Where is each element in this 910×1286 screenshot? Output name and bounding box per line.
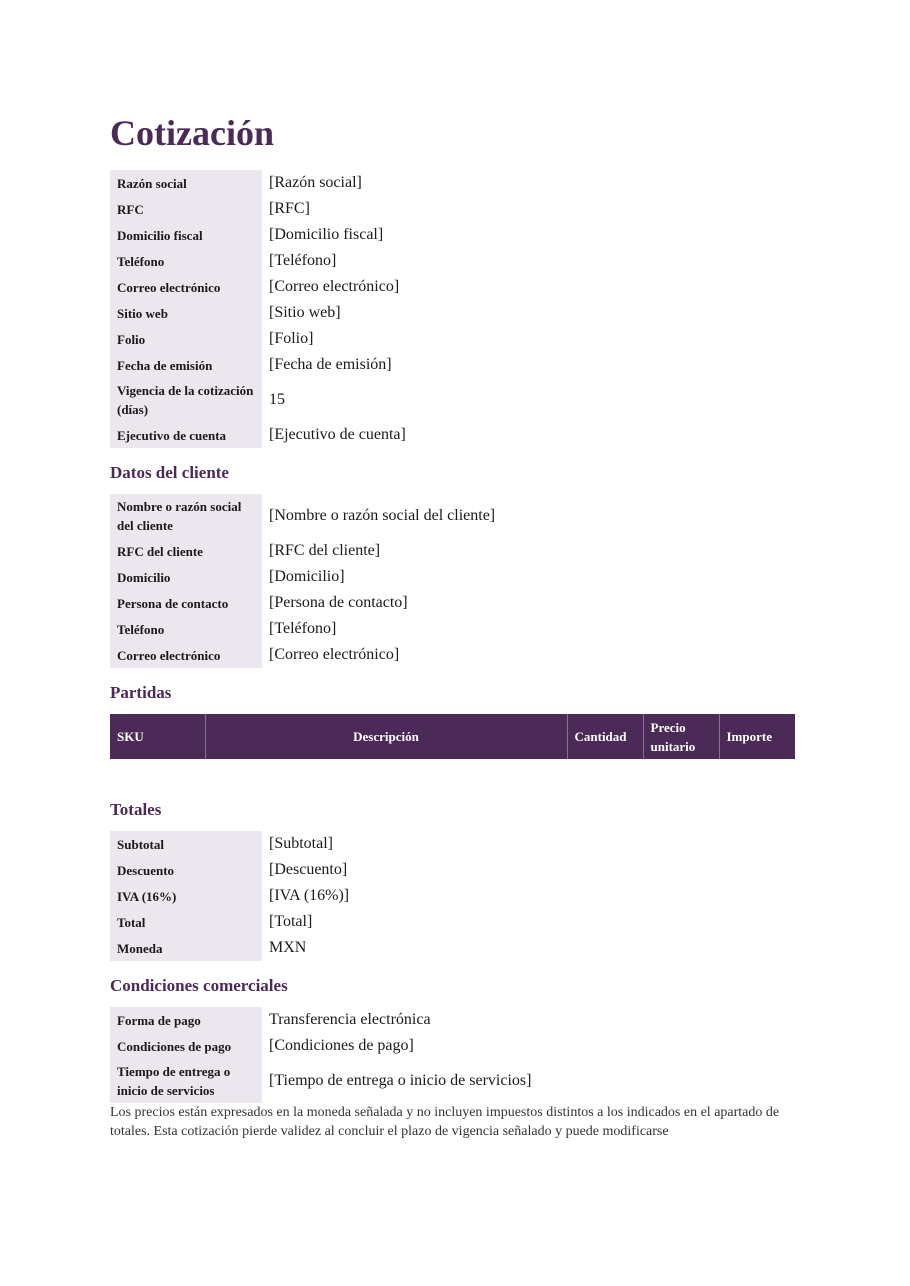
field-label: Persona de contacto <box>110 590 262 616</box>
totals-row-descuento <box>110 857 349 883</box>
issuer-row-folio <box>110 326 406 352</box>
field-value: [Persona de contacto] <box>269 594 408 611</box>
field-label: Folio <box>110 326 262 352</box>
client-row-rfc <box>110 538 495 564</box>
field-value: [Domicilio fiscal] <box>269 226 384 243</box>
field-label: Nombre o razón social del cliente <box>110 494 262 538</box>
client-row-domicilio <box>110 564 495 590</box>
totals-table <box>110 831 349 961</box>
field-label: Condiciones de pago <box>110 1033 262 1059</box>
field-label: Fecha de emisión <box>110 352 262 378</box>
field-value: [Razón social] <box>269 174 362 191</box>
field-label: RFC <box>110 196 262 222</box>
field-value: [Total] <box>269 913 313 930</box>
issuer-row-fecha-emision <box>110 352 406 378</box>
section-heading-items: Partidas <box>110 683 172 702</box>
field-value: [Teléfono] <box>269 620 337 637</box>
issuer-row-correo <box>110 274 406 300</box>
quote-document <box>110 110 795 1141</box>
totals-row-subtotal <box>110 831 349 857</box>
conditions-note: Los precios están expresados en la moneda señalada y no incluyen impuestos distintos a los indicados en el apartado de totales. Esta cotización pierde validez al concluir el plazo de vigencia señalado y puede modificarse <box>110 1105 780 1139</box>
field-value: [Nombre o razón social del cliente] <box>269 507 496 524</box>
issuer-row-telefono <box>110 248 406 274</box>
column-header-quantity: Cantidad <box>567 714 643 759</box>
conditions-row-condiciones-pago <box>110 1033 531 1059</box>
field-value: [Correo electrónico] <box>269 278 400 295</box>
items-header-row <box>110 714 795 759</box>
issuer-table <box>110 170 406 448</box>
field-label: Subtotal <box>110 831 262 857</box>
field-label: Moneda <box>110 935 262 961</box>
field-value: 15 <box>269 391 285 408</box>
field-value: [Condiciones de pago] <box>269 1037 414 1054</box>
field-value: [Ejecutivo de cuenta] <box>269 426 406 443</box>
client-row-nombre <box>110 494 495 538</box>
column-header-sku: SKU <box>110 714 205 759</box>
section-heading-client: Datos del cliente <box>110 463 229 482</box>
field-label: Sitio web <box>110 300 262 326</box>
field-value: [IVA (16%)] <box>269 887 350 904</box>
field-label: Teléfono <box>110 248 262 274</box>
section-heading-conditions: Condiciones comerciales <box>110 976 288 995</box>
field-value: [Correo electrónico] <box>269 646 400 663</box>
field-label: RFC del cliente <box>110 538 262 564</box>
field-value: [RFC del cliente] <box>269 542 381 559</box>
conditions-table <box>110 1007 531 1103</box>
issuer-row-razon-social <box>110 170 406 196</box>
totals-row-moneda <box>110 935 349 961</box>
field-label: IVA (16%) <box>110 883 262 909</box>
field-value: [RFC] <box>269 200 310 217</box>
field-value: [Subtotal] <box>269 835 333 852</box>
field-value: [Domicilio] <box>269 568 345 585</box>
client-table <box>110 494 495 668</box>
field-label: Correo electrónico <box>110 642 262 668</box>
page-title: Cotización <box>110 113 274 153</box>
items-table <box>110 714 795 759</box>
field-label: Vigencia de la cotización (días) <box>110 378 262 422</box>
field-label: Teléfono <box>110 616 262 642</box>
issuer-row-domicilio-fiscal <box>110 222 406 248</box>
column-header-description: Descripción <box>205 714 567 759</box>
field-label: Total <box>110 909 262 935</box>
field-label: Domicilio <box>110 564 262 590</box>
field-value: [Teléfono] <box>269 252 337 269</box>
section-heading-totals: Totales <box>110 800 162 819</box>
field-value: Transferencia electrónica <box>269 1011 431 1028</box>
field-value: [Fecha de emisión] <box>269 356 392 373</box>
issuer-row-rfc <box>110 196 406 222</box>
field-value: MXN <box>269 939 307 956</box>
field-value: [Descuento] <box>269 861 348 878</box>
conditions-row-forma-pago <box>110 1007 531 1033</box>
client-row-contacto <box>110 590 495 616</box>
issuer-row-sitio-web <box>110 300 406 326</box>
field-label: Razón social <box>110 170 262 196</box>
field-label: Descuento <box>110 857 262 883</box>
field-value: [Sitio web] <box>269 304 341 321</box>
column-header-unit-price: Precio unitario <box>643 714 719 759</box>
client-row-telefono <box>110 616 495 642</box>
issuer-row-vigencia <box>110 378 406 422</box>
totals-row-total <box>110 909 349 935</box>
field-label: Correo electrónico <box>110 274 262 300</box>
totals-row-iva <box>110 883 349 909</box>
issuer-row-ejecutivo <box>110 422 406 448</box>
field-value: [Tiempo de entrega o inicio de servicios] <box>269 1072 532 1089</box>
field-label: Ejecutivo de cuenta <box>110 422 262 448</box>
field-label: Tiempo de entrega o inicio de servicios <box>110 1059 262 1103</box>
field-value: [Folio] <box>269 330 314 347</box>
field-label: Domicilio fiscal <box>110 222 262 248</box>
column-header-amount: Importe <box>719 714 795 759</box>
field-label: Forma de pago <box>110 1007 262 1033</box>
conditions-row-tiempo-entrega <box>110 1059 531 1103</box>
client-row-correo <box>110 642 495 668</box>
